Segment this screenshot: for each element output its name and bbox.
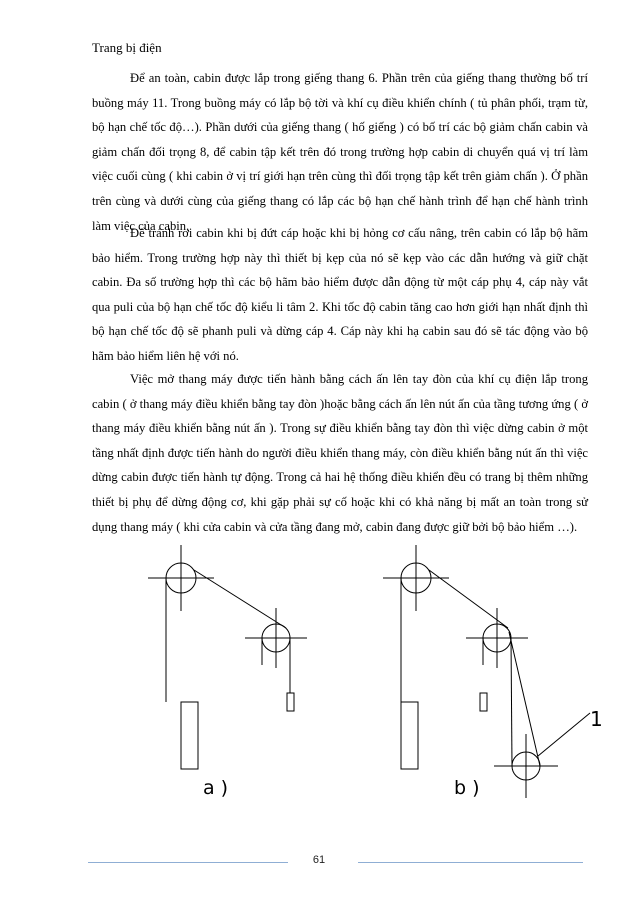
page-number: 61 (312, 854, 326, 866)
cable-diagonal (429, 570, 508, 628)
footer-rule-right (358, 862, 583, 863)
diagram-a (148, 545, 307, 769)
paragraph-3-text: Việc mở thang máy được tiến hành bằng cách ấn lên tay đòn của khí cụ điện lắp trong cabin ( ở thang máy điều khiển bằng tay đòn )hoặc bằng cách ấn lên nút ấn của tầng tương ứng ( ở thang máy điều khiển bằng nút ấn ). Trong sự điều khiển bằng tay đòn thì việc dừng cabin ở một tầng nhất định được tiến hành do người điều khiển thang máy, còn điều khiển bằng nút ấn thì việc dừng cabin được tiến hành tự động. Trong cả hai hệ thống điều khiển đều có trang bị thêm những thiết bị phụ để dừng động cơ, khi gặp phải sự cố hoặc khi có khả năng bị mất an toàn trong sử dụng thang máy ( khi cửa cabin và cửa tầng đang mở, cabin đang được giữ bởi bộ bảo hiểm …). (92, 372, 588, 534)
diagram-b (383, 545, 590, 798)
figure-label-1: 1 (590, 707, 603, 731)
page-header: Trang bị điện (92, 40, 162, 55)
cable-loop-left (511, 638, 512, 766)
cable-loop-right (509, 632, 540, 766)
paragraph-2-text: Để tránh rơi cabin khi bị đứt cáp hoặc khi bị hỏng cơ cấu nâng, trên cabin có lắp bộ hãm bảo hiểm. Trong trường hợp này thì thiết bị kẹp của nó sẽ kẹp vào các dẫn hướng và giữ chặt cabin. Đa số trường hợp thì các bộ hãm bảo hiểm được dẫn động từ một cáp phụ 4, cáp này vắt qua puli của bộ hạn chế tốc độ kiểu li tâm 2. Khi tốc độ cabin tăng cao hơn giới hạn nhất định thì bộ hạn chế tốc độ sẽ phanh puli và dừng cáp 4. Cáp này khi hạ cabin sau đó sẽ tác động vào bộ hãm bảo hiểm liên hệ với nó. (92, 226, 588, 363)
cabin-b (401, 702, 418, 769)
figure-label-b: b ) (454, 777, 480, 799)
label-leader-1 (538, 713, 590, 756)
cable-diagonal (194, 570, 286, 628)
paragraph-1-text: Để an toàn, cabin được lắp trong giếng thang 6. Phần trên của giếng thang thường bố trí buồng máy 11. Trong buồng máy có lắp bộ tời và khí cụ điều khiển chính ( tủ phân phối, trạm từ, bộ hạn chế tốc độ…). Phần dưới của giếng thang ( hố giếng ) có bố trí các bộ giảm chấn cabin và giảm chấn đối trọng 8, để cabin tập kết trên đó trong trường hợp cabin di chuyển quá vị trí làm việc cuối cùng ( khi cabin ở vị trí giới hạn trên cùng thì đối trọng tập kết trên giảm chấn ). Ở phần trên cùng và dưới cùng của giếng thang có lắp các bộ hạn chế hành trình để hạn chế hành trình làm việc của cabin. (92, 71, 588, 233)
footer-rule-left (88, 862, 288, 863)
counterweight-b (480, 693, 487, 711)
counterweight-a (287, 693, 294, 711)
cabin-a (181, 702, 198, 769)
figure-label-a: a ) (203, 777, 229, 799)
